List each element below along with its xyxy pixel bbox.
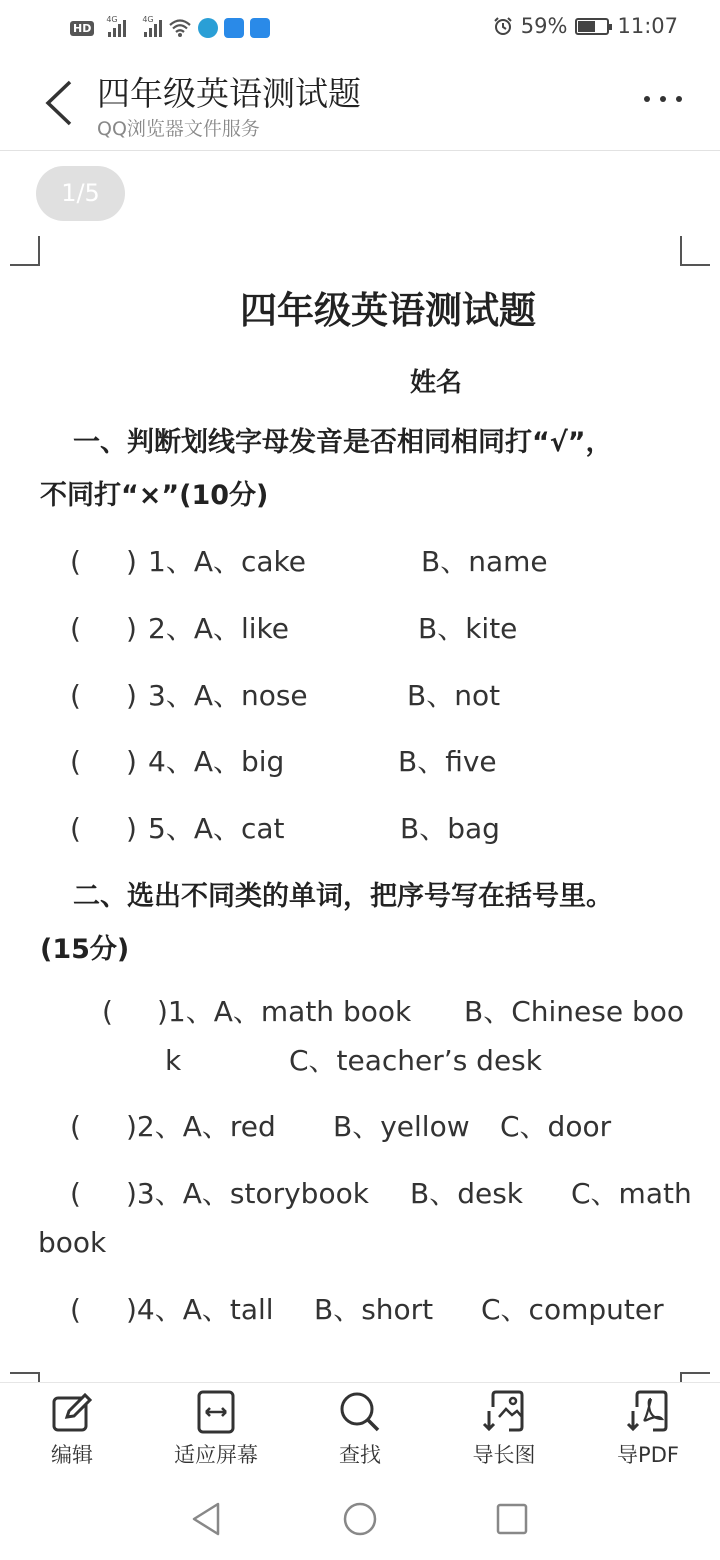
answer-paren-open[interactable]: ( (70, 1177, 81, 1210)
app-notification-icon (198, 18, 218, 38)
signal-1-label: 4G (106, 15, 118, 24)
answer-paren-open[interactable]: ( (70, 745, 81, 778)
fit-screen-label: 适应屏幕 (174, 1443, 258, 1467)
option-a: 2、A、like (148, 612, 289, 645)
nav-back-icon[interactable] (186, 1499, 226, 1539)
option-c: C、door (500, 1110, 612, 1143)
answer-paren-open[interactable]: ( (70, 679, 81, 712)
page-corner-mark (680, 1372, 710, 1382)
answer-paren-open[interactable]: ( (70, 612, 81, 645)
question-row (0, 992, 720, 1032)
page-subtitle: QQ浏览器文件服务 (97, 118, 260, 140)
answer-paren-close: ) (126, 612, 137, 645)
alarm-icon (493, 16, 513, 36)
wifi-icon (168, 18, 192, 38)
page-corner-mark (10, 1372, 40, 1382)
signal-icon-2 (142, 15, 162, 37)
option-c: C、math (571, 1177, 692, 1210)
option-b: B、Chinese boo (464, 995, 685, 1028)
answer-paren-open[interactable]: ( (70, 545, 81, 578)
answer-paren-close: ) (126, 745, 137, 778)
export-pdf-label: 导PDF (617, 1443, 679, 1467)
option-b: B、name (421, 545, 548, 578)
option-a: )1、A、math book (157, 995, 412, 1028)
nav-home-icon[interactable] (340, 1499, 380, 1539)
question-row (0, 609, 720, 649)
option-a: )3、A、storybook (126, 1177, 369, 1210)
question-row (0, 742, 720, 782)
system-nav-bar (0, 1477, 720, 1560)
question-row (0, 676, 720, 716)
export-pdf-button[interactable] (588, 1383, 708, 1469)
section-1-line-2: 不同打“×”(10分) (40, 480, 269, 511)
long-image-icon (481, 1389, 527, 1435)
fit-screen-icon (193, 1389, 239, 1435)
option-b-wrap: k (165, 1044, 182, 1077)
question-row (0, 542, 720, 582)
answer-paren-open[interactable]: ( (102, 995, 113, 1028)
option-a: 5、A、cat (148, 812, 285, 845)
status-right (493, 14, 678, 38)
option-a: 1、A、cake (148, 545, 306, 578)
search-icon (337, 1389, 383, 1435)
answer-paren-open[interactable]: ( (70, 812, 81, 845)
section-1-line-1: 一、判断划线字母发音是否相同相同打“√”， (73, 427, 613, 458)
status-bar (0, 0, 720, 56)
answer-paren-close: ) (126, 545, 137, 578)
page-corner-mark (680, 236, 710, 266)
signal-2-label: 4G (142, 15, 154, 24)
option-c: C、teacher’s desk (289, 1044, 542, 1077)
option-b: B、five (398, 745, 497, 778)
more-options-icon[interactable] (644, 96, 682, 102)
battery-percent: 59% (520, 14, 568, 38)
nav-recents-icon[interactable] (492, 1499, 532, 1539)
section-2-line-2: (15分) (40, 934, 130, 965)
question-row-continued (0, 1041, 720, 1081)
question-row-continued (0, 1223, 720, 1263)
hd-badge: HD (70, 21, 94, 36)
answer-paren-open[interactable]: ( (70, 1293, 81, 1326)
long-image-label: 导长图 (472, 1443, 536, 1467)
bottom-toolbar (0, 1382, 720, 1478)
section-2-heading (40, 870, 690, 976)
question-row (0, 1107, 720, 1147)
signal-icon-1 (106, 15, 126, 37)
edit-label: 编辑 (51, 1443, 93, 1467)
find-button[interactable] (300, 1383, 420, 1469)
long-image-button[interactable] (444, 1383, 564, 1469)
answer-paren-close: ) (126, 812, 137, 845)
status-left (70, 14, 270, 42)
edit-icon (49, 1389, 95, 1435)
page-indicator: 1/5 (36, 166, 125, 221)
fit-screen-button[interactable] (156, 1383, 276, 1469)
page-title: 四年级英语测试题 (97, 74, 361, 113)
answer-paren-close: ) (126, 679, 137, 712)
section-1-heading (40, 416, 690, 522)
app-notification-icon-3 (250, 18, 270, 38)
option-b: B、desk (410, 1177, 524, 1210)
edit-button[interactable] (12, 1383, 132, 1469)
option-b: B、not (407, 679, 501, 712)
find-label: 查找 (339, 1443, 381, 1467)
page-corner-mark (10, 236, 40, 266)
question-row (0, 1290, 720, 1330)
name-label: 姓名 (410, 368, 463, 398)
section-2-line-1: 二、选出不同类的单词，把序号写在括号里。 (73, 881, 613, 912)
option-c: C、computer (481, 1293, 664, 1326)
option-b: B、kite (418, 612, 518, 645)
question-row (0, 809, 720, 849)
document-title: 四年级英语测试题 (240, 289, 536, 332)
back-icon[interactable] (40, 78, 80, 128)
option-c-wrap: book (38, 1226, 107, 1259)
battery-icon (575, 18, 609, 35)
option-b: B、yellow (333, 1110, 470, 1143)
app-header (0, 56, 720, 151)
option-b: B、bag (400, 812, 500, 845)
option-b: B、short (314, 1293, 434, 1326)
option-a: )2、A、red (126, 1110, 276, 1143)
app-notification-icon-2 (224, 18, 244, 38)
option-a: 4、A、big (148, 745, 285, 778)
option-a: )4、A、tall (126, 1293, 274, 1326)
clock: 11:07 (617, 14, 678, 38)
question-row (0, 1174, 720, 1214)
pdf-icon (625, 1389, 671, 1435)
option-a: 3、A、nose (148, 679, 308, 712)
answer-paren-open[interactable]: ( (70, 1110, 81, 1143)
